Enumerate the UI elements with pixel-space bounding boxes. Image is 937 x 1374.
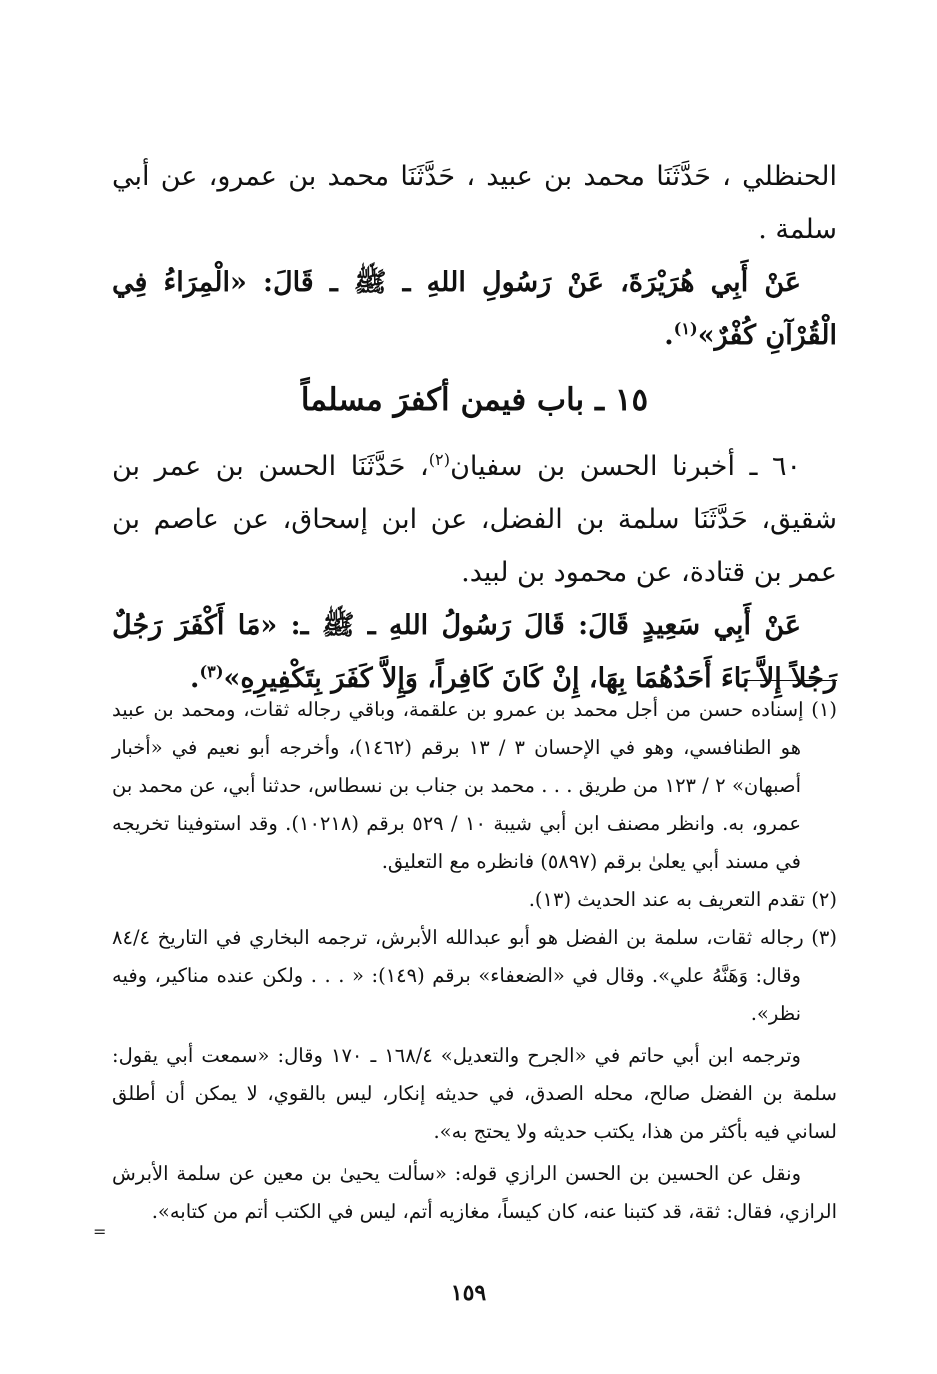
page-number: ١٥٩	[450, 1280, 487, 1306]
hadith-end: .	[664, 320, 674, 351]
footnote-divider	[747, 680, 837, 681]
footnotes-section	[112, 680, 837, 1231]
hadith-end: .	[190, 663, 200, 694]
footnote-ref[interactable]: (٢)	[428, 450, 451, 469]
footnote-ref[interactable]: (١)	[673, 319, 698, 338]
footnote-1: (١) إسناده حسن من أجل محمد بن عمرو بن علقمة، وباقي رجاله ثقات، ومحمد بن عبيد هو الطنافسي، وهو في الإحسان ٣ / ١٣ برقم (١٤٦٢)، وأخرجه أبو نعيم في «أخبار أصبهان» ٢ / ١٢٣ من طريق . . . محمد بن جناب بن نسطاس، حدثنا أبي، عن محمد بن عمرو، به. وانظر مصنف ابن أبي شيبة ١٠ / ٥٢٩ برقم (١٠٢١٨). وقد استوفينا تخريجه في مسند أبي يعلىٰ برقم (٥٨٩٧) فانظره مع التعليق.	[112, 698, 837, 873]
footnote-3-continued: ونقل عن الحسين بن الحسن الرازي قوله: «سألت يحيىٰ بن معين عن سلمة الأبرش الرازي، فقال: ثقة، قد كتبنا عنه، كان كيساً، مغازيه أتم، ليس في الكتب أتم من كتابه».	[112, 1162, 837, 1223]
footnote-ref[interactable]: (٣)	[199, 662, 224, 681]
isnad-paragraph: الحنظلي ، حَدَّثَنَا محمد بن عبيد ، حَدَّثَنَا محمد بن عمرو، عن أبي سلمة .	[112, 161, 837, 245]
isnad-rest: ، حَدَّثَنَا الحسن بن عمر بن شقيق، حَدَّثَنَا سلمة بن الفضل، عن ابن إسحاق، عن عاصم بن عمر بن قتادة، عن محمود بن لبيد.	[112, 451, 837, 588]
isnad-paragraph	[112, 440, 837, 599]
footnote-3: (٣) رجاله ثقات، سلمة بن الفضل هو أبو عبدالله الأبرش، ترجمه البخاري في التاريخ ٨٤/٤ وقال: وَهَنَّهُ علي». وقال في «الضعفاء» برقم (١٤٩): « . . . ولكن عنده مناكير، وفيه نظر».	[112, 926, 837, 1025]
hadith-paragraph	[112, 256, 837, 362]
chapter-title: ١٥ ـ باب فيمن أكفرَ مسلماً	[300, 382, 649, 418]
footnote-2: (٢) تقدم التعريف به عند الحديث (١٣).	[528, 888, 837, 911]
main-text-block	[112, 150, 837, 705]
isnad-start: ٦٠ ـ أخبرنا الحسن بن سفيان	[450, 451, 801, 482]
continuation-mark: =	[93, 1222, 107, 1241]
footnote-3-continued: وترجمه ابن أبي حاتم في «الجرح والتعديل» ١٦٨/٤ ـ ١٧٠ وقال: «سمعت أبي يقول: سلمة بن الفضل صالح، محله الصدق، في حديثه إنكار، ليس بالقوي، لا يمكن أن أطلق لساني فيه بأكثر من هذا، يكتب حديثه ولا يحتج به».	[112, 1044, 837, 1143]
hadith-text: عَنْ أَبِي سَعِيدٍ قَالَ: قَالَ رَسُولُ اللهِ ـ ﷺ ـ: «مَا أَكْفَرَ رَجُلٌ رَجُلاً إِلاَّ بَاءَ أَحَدُهُمَا بِهَا، إِنْ كَانَ كَافِراً، وَإِلاَّ كَفَرَ بِتَكْفِيرِهِ»	[112, 610, 837, 694]
hadith-text: عَنْ أَبِي هُرَيْرَةَ، عَنْ رَسُولِ اللهِ ـ ﷺ ـ قَالَ: «الْمِرَاءُ فِي الْقُرْآنِ كُفْرٌ»	[112, 267, 837, 351]
